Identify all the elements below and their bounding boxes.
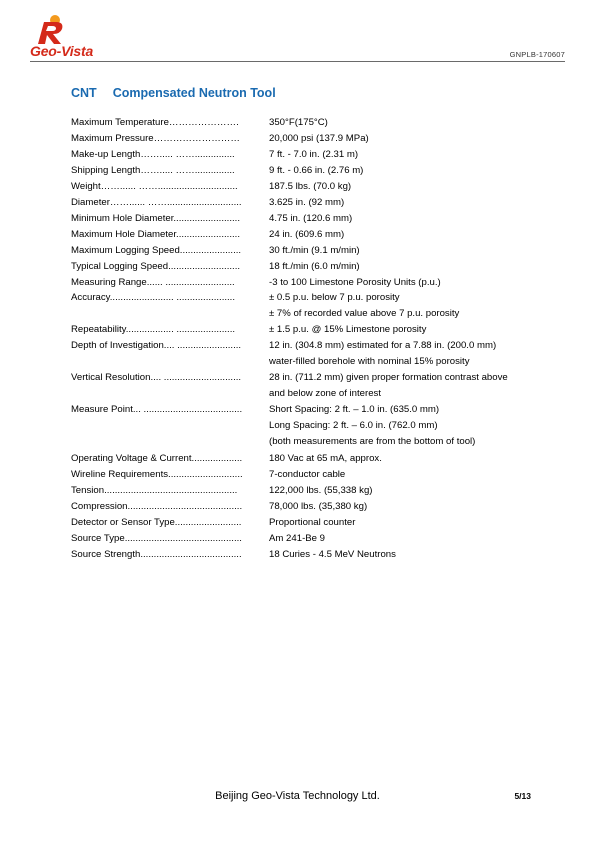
spec-value: 20,000 psi (137.9 MPa) [269,132,369,144]
spec-values [269,147,541,163]
specifications-table [71,115,541,563]
spec-label: Repeatability.................. ...................... [71,324,236,336]
spec-row [71,483,541,499]
spec-value: 3.625 in. (92 mm) [269,196,345,208]
document-code: GNPLB-170607 [509,50,565,59]
spec-row [71,290,541,322]
spec-row [71,275,541,291]
spec-row [71,115,541,131]
spec-label: Maximum Logging Speed....................... [71,244,242,256]
spec-value: Short Spacing: 2 ft. – 1.0 in. (635.0 mm) [269,404,440,416]
spec-value: 9 ft. - 0.66 in. (2.76 m) [269,164,364,176]
spec-label: Vertical Resolution.... ............................. [71,372,242,384]
spec-row [71,322,541,338]
spec-values [269,290,541,322]
spec-values [269,515,541,531]
spec-value: 18 Curies - 4.5 MeV Neutrons [269,548,396,560]
spec-values [269,275,541,291]
spec-row [71,147,541,163]
spec-row [71,451,541,467]
spec-label: Minimum Hole Diameter......................... [71,212,240,224]
spec-label: Shipping Length……..... ……............... [71,164,235,176]
spec-value: ± 1.5 p.u. @ 15% Limestone porosity [269,324,427,336]
tool-name: Compensated Neutron Tool [112,86,276,100]
page-number: 5/13 [514,791,531,801]
spec-row [71,467,541,483]
spec-value: Long Spacing: 2 ft. – 6.0 in. (762.0 mm) [269,420,438,432]
spec-value: 350°F(175°C) [269,117,328,128]
header-divider [30,61,565,62]
spec-label: Measuring Range...... .......................... [71,276,235,288]
spec-label: Maximum Temperature…………………. [71,117,239,128]
spec-row [71,227,541,243]
spec-row [71,402,541,450]
spec-label: Weight……...... …….............................. [71,180,238,192]
spec-label: Compression........................................... [71,500,243,512]
spec-values [269,402,541,450]
spec-label: Typical Logging Speed........................... [71,260,241,272]
spec-values [269,322,541,338]
tool-code: CNT [71,86,97,100]
spec-label: Maximum Pressure……………………… [71,132,240,144]
spec-row [71,195,541,211]
spec-row [71,243,541,259]
spec-row [71,131,541,147]
spec-label: Depth of Investigation.... ........................ [71,340,242,352]
spec-value: 7 ft. - 7.0 in. (2.31 m) [269,148,359,160]
spec-values [269,547,541,563]
spec-values [269,370,541,402]
spec-label: Measure Point... ..................................... [71,404,243,416]
logo-mark-icon [26,14,106,46]
spec-label: Detector or Sensor Type......................... [71,516,242,528]
spec-values [269,227,541,243]
spec-label: Source Type............................................ [71,532,242,544]
spec-values [269,243,541,259]
footer-company: Beijing Geo-Vista Technology Ltd. [215,790,380,802]
page-title [71,86,276,100]
spec-values [269,483,541,499]
spec-values [269,211,541,227]
spec-row [71,547,541,563]
spec-row [71,211,541,227]
spec-label: Maximum Hole Diameter........................ [71,228,240,240]
spec-value: Am 241-Be 9 [269,532,325,544]
spec-value: 12 in. (304.8 mm) estimated for a 7.88 in. (200.0 mm) [269,340,497,352]
spec-label: Operating Voltage & Current................... [71,453,243,465]
spec-label: Source Strength...................................... [71,548,242,560]
spec-values [269,131,541,147]
spec-row [71,515,541,531]
spec-row [71,179,541,195]
spec-row [71,259,541,275]
spec-label: Make-up Length……..... ……............... [71,148,235,160]
spec-row [71,370,541,402]
spec-value: 18 ft./min (6.0 m/min) [269,260,360,272]
spec-values [269,531,541,547]
spec-row [71,338,541,370]
spec-value: Proportional counter [269,516,356,528]
company-logo [26,14,106,62]
spec-value: 30 ft./min (9.1 m/min) [269,244,360,256]
spec-value: and below zone of interest [269,388,382,400]
spec-values [269,195,541,211]
spec-values [269,115,541,131]
spec-value: 24 in. (609.6 mm) [269,228,345,240]
spec-value: 4.75 in. (120.6 mm) [269,212,353,224]
spec-value: 180 Vac at 65 mA, approx. [269,453,382,465]
spec-value: 28 in. (711.2 mm) given proper formation contrast above [269,372,508,384]
logo-text: Geo-Vista [30,43,94,59]
spec-values [269,451,541,467]
spec-values [269,499,541,515]
spec-value: (both measurements are from the bottom of tool) [269,436,476,448]
spec-row [71,499,541,515]
spec-label: Tension.................................................. [71,484,238,496]
spec-value: ± 7% of recorded value above 7 p.u. porosity [269,308,460,320]
spec-value: 78,000 lbs. (35,380 kg) [269,500,368,512]
spec-value: 122,000 lbs. (55,338 kg) [269,484,373,496]
spec-values [269,259,541,275]
spec-values [269,467,541,483]
spec-value: water-filled borehole with nominal 15% porosity [269,356,470,368]
spec-values [269,338,541,370]
spec-label: Accuracy........................ ...................... [71,292,236,304]
spec-values [269,179,541,195]
spec-value: 187.5 lbs. (70.0 kg) [269,180,352,192]
spec-label: Diameter……...... ……............................ [71,196,242,208]
spec-value: -3 to 100 Limestone Porosity Units (p.u.) [269,276,441,288]
spec-value: 7-conductor cable [269,468,346,480]
spec-label: Wireline Requirements............................ [71,468,243,480]
spec-value: ± 0.5 p.u. below 7 p.u. porosity [269,292,400,304]
spec-values [269,163,541,179]
spec-row [71,163,541,179]
spec-row [71,531,541,547]
